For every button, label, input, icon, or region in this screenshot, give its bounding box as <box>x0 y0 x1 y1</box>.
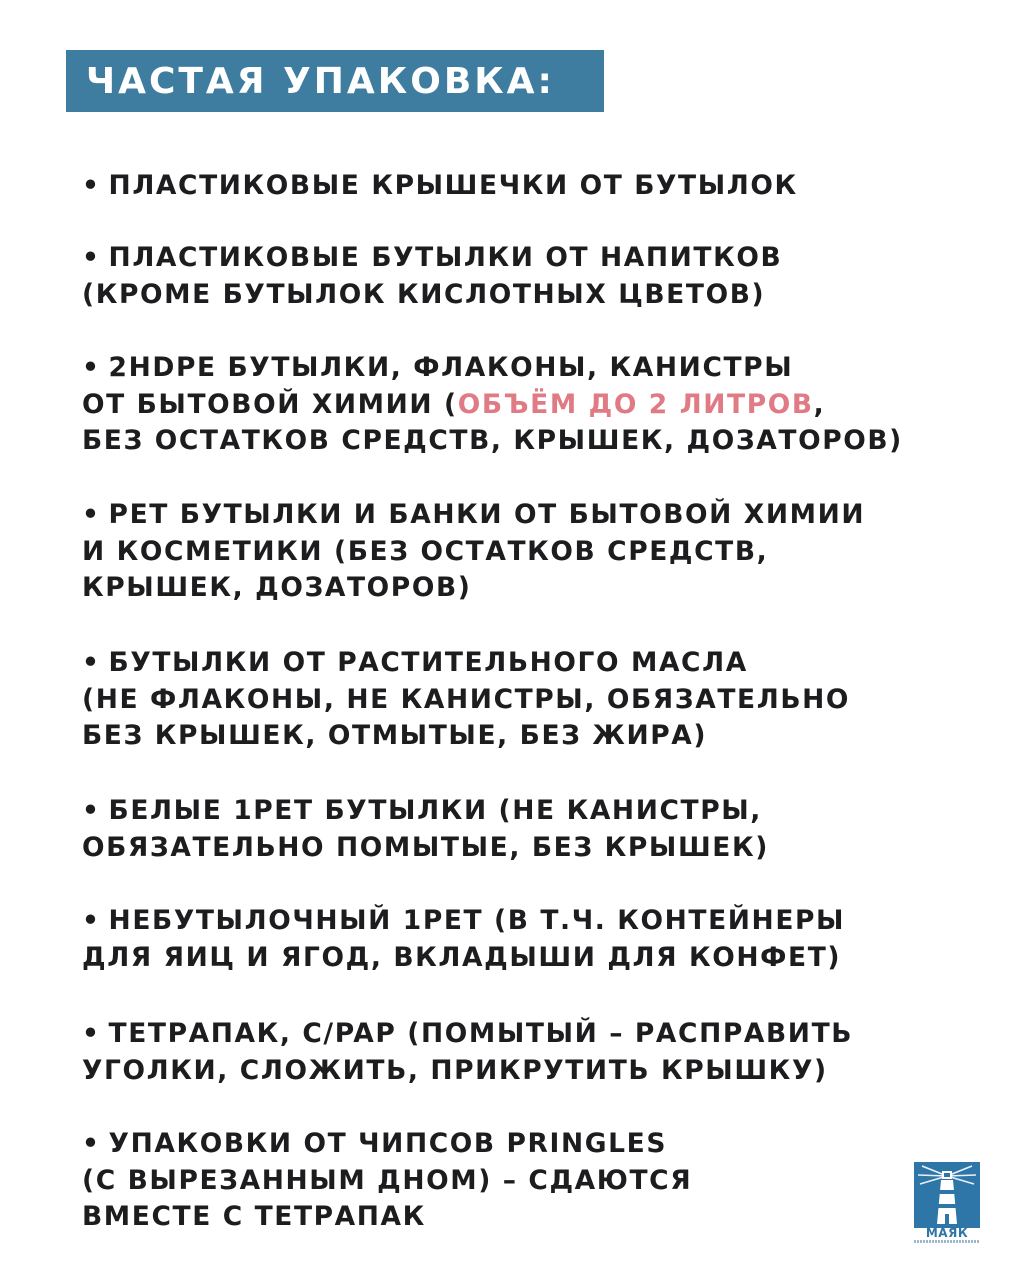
list-item-line: ОТ БЫТОВОЙ ХИМИИ (ОБЪЁМ ДО 2 ЛИТРОВ, <box>82 388 826 420</box>
list-item-line: • БЕЛЫЕ 1PET БУТЫЛКИ (НЕ КАНИСТРЫ, <box>82 795 762 826</box>
bullet-icon: • <box>82 242 101 273</box>
volume-highlight: ОБЪЁМ ДО 2 ЛИТРОВ <box>457 388 814 420</box>
list-item-line: • ПЛАСТИКОВЫЕ БУТЫЛКИ ОТ НАПИТКОВ <box>82 242 783 273</box>
list-item-line: УГОЛКИ, СЛОЖИТЬ, ПРИКРУТИТЬ КРЫШКУ) <box>82 1054 828 1086</box>
bullet-icon: • <box>82 499 101 530</box>
bullet-icon: • <box>82 1018 101 1049</box>
logo-text: МАЯК <box>925 1226 969 1240</box>
list-item-line: • УПАКОВКИ ОТ ЧИПСОВ PRINGLES <box>82 1128 668 1159</box>
bullet-icon: • <box>82 170 101 201</box>
logo-tagline <box>914 1240 980 1243</box>
list-item-line: БЕЗ ОСТАТКОВ СРЕДСТВ, КРЫШЕК, ДОЗАТОРОВ) <box>82 425 903 456</box>
title-banner <box>66 50 604 112</box>
list-item <box>82 903 845 976</box>
list-item-line: ВМЕСТЕ С ТЕТРАПАК <box>82 1201 426 1232</box>
list-item-line: • БУТЫЛКИ ОТ РАСТИТЕЛЬНОГО МАСЛА <box>82 647 748 678</box>
list-item-line: (С ВЫРЕЗАННЫМ ДНОМ) – СДАЮТСЯ <box>82 1164 693 1196</box>
list-item <box>82 497 865 607</box>
list-item-line: • НЕБУТЫЛОЧНЫЙ 1PET (В Т.Ч. КОНТЕЙНЕРЫ <box>82 905 846 936</box>
list-item <box>82 168 798 205</box>
list-item-line: (НЕ ФЛАКОНЫ, НЕ КАНИСТРЫ, ОБЯЗАТЕЛЬНО <box>82 683 851 715</box>
mayak-logo <box>914 1162 980 1244</box>
list-item <box>82 350 903 460</box>
list-item-line: • 2HDPE БУТЫЛКИ, ФЛАКОНЫ, КАНИСТРЫ <box>82 352 794 383</box>
list-item <box>82 1126 692 1236</box>
list-item-line: • ТЕТРАПАК, C/PAP (ПОМЫТЫЙ – РАСПРАВИТЬ <box>82 1018 854 1049</box>
list-item-line: • ПЛАСТИКОВЫЕ КРЫШЕЧКИ ОТ БУТЫЛОК <box>82 170 798 201</box>
bullet-icon: • <box>82 352 101 383</box>
lighthouse-icon <box>914 1162 980 1228</box>
page-title: ЧАСТАЯ УПАКОВКА: <box>86 60 555 102</box>
bullet-icon: • <box>82 795 101 826</box>
list-item <box>82 1016 853 1089</box>
list-item <box>82 240 782 313</box>
list-item <box>82 793 769 866</box>
list-item-line: • PET БУТЫЛКИ И БАНКИ ОТ БЫТОВОЙ ХИМИИ <box>82 499 866 530</box>
list-item-line: БЕЗ КРЫШЕК, ОТМЫТЫЕ, БЕЗ ЖИРА) <box>82 720 708 751</box>
bullet-icon: • <box>82 1128 101 1159</box>
bullet-icon: • <box>82 647 101 678</box>
list-item-line: ДЛЯ ЯИЦ И ЯГОД, ВКЛАДЫШИ ДЛЯ КОНФЕТ) <box>82 941 842 973</box>
list-item <box>82 645 850 755</box>
list-item-line: КРЫШЕК, ДОЗАТОРОВ) <box>82 572 472 603</box>
list-item-line: (КРОМЕ БУТЫЛОК КИСЛОТНЫХ ЦВЕТОВ) <box>82 278 766 310</box>
list-item-line: И КОСМЕТИКИ (БЕЗ ОСТАТКОВ СРЕДСТВ, <box>82 535 769 567</box>
bullet-icon: • <box>82 905 101 936</box>
list-item-line: ОБЯЗАТЕЛЬНО ПОМЫТЫЕ, БЕЗ КРЫШЕК) <box>82 831 769 863</box>
